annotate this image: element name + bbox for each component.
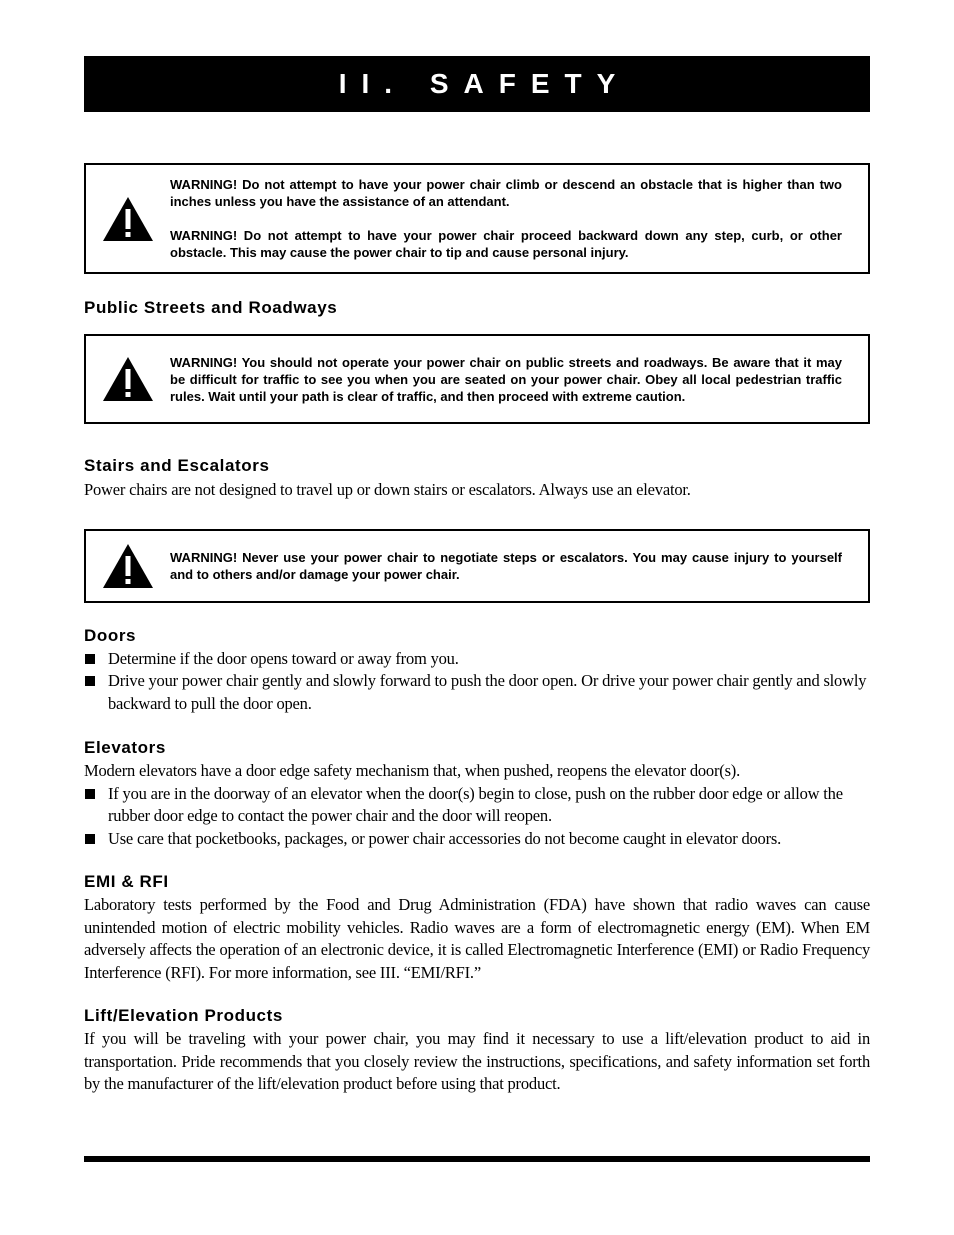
list-item-text: Drive your power chair gently and slowly forward to push the door open. Or drive your power chair gently and slowly backward to pull the door open. [108,671,867,713]
heading-lift-elevation: Lift/Elevation Products [84,1006,283,1025]
emi-rfi-text: Laboratory tests performed by the Food and Drug Administration (FDA) have shown that radio waves can cause unintended motion of electric mobility vehicles. Radio waves are a form of electromagnetic energy (EM). When EM adversely affects the operation of an electronic device, it is called Electromagnetic Interference (EMI) or Radio Frequency Interference (RFI). For more information, see III. “EMI/RFI.” [84,895,870,982]
stairs-text: Power chairs are not designed to travel up or down stairs or escalators. Always use an elevator. [84,480,691,499]
section-title: II. SAFETY [338,68,631,99]
square-bullet-icon [85,789,95,799]
warning-paragraph: WARNING! Do not attempt to have your power chair climb or descend an obstacle that is higher than two inches unless you have the assistance of an attendant. [170,177,842,209]
doors-list [84,648,870,716]
heading-stairs: Stairs and Escalators [84,456,270,475]
lift-elevation-text: If you will be traveling with your power chair, you may find it necessary to use a lift/elevation product to aid in transportation. Pride recommends that you closely review the instructions, specifications, and safety information set forth by the manufacturer of the lift/elevation product before using that product. [84,1029,870,1093]
square-bullet-icon [85,834,95,844]
warning-triangle-icon [102,356,154,402]
list-item [84,648,870,671]
heading-public-streets: Public Streets and Roadways [84,298,338,317]
heading-elevators: Elevators [84,738,166,757]
footer-rule [84,1156,870,1162]
elevators-text: Modern elevators have a door edge safety mechanism that, when pushed, reopens the elevator door(s). [84,761,741,780]
list-item-text: If you are in the doorway of an elevator when the door(s) begin to close, push on the rubber door edge or allow the rubber door edge to contact the power chair and the door will reopen. [108,783,843,825]
square-bullet-icon [85,654,95,664]
list-item [84,828,870,851]
warning-paragraph: WARNING! You should not operate your power chair on public streets and roadways. Be aware that it may be difficult for traffic to see you when you are seated on your power chair. Obey all local pedestrian traffic rules. Wait until your path is clear of traffic, and then proceed with extreme caution. [170,354,842,404]
warning-box-public-streets [84,334,870,424]
warning-text [170,354,842,405]
heading-doors: Doors [84,625,137,645]
warning-text [170,176,842,261]
list-item-text: Determine if the door opens toward or away from you. [108,648,459,668]
warning-text [170,549,842,583]
square-bullet-icon [85,676,95,686]
warning-triangle-icon [102,196,154,242]
warning-box-obstacles [84,163,870,274]
heading-emi-rfi: EMI & RFI [84,872,169,891]
warning-box-stairs [84,529,870,603]
list-item-text: Use care that pocketbooks, packages, or power chair accessories do not become caught in elevator doors. [108,828,782,848]
list-item [84,783,870,828]
warning-paragraph: WARNING! Do not attempt to have your power chair proceed backward down any step, curb, or other obstacle. This may cause the power chair to tip and cause personal injury. [170,228,842,260]
list-item [84,670,870,715]
section-title-bar [84,56,870,112]
page [84,56,870,1096]
warning-triangle-icon [102,543,154,589]
warning-paragraph: WARNING! Never use your power chair to negotiate steps or escalators. You may cause injury to yourself and to others and/or damage your power chair. [170,549,842,582]
elevators-list [84,783,870,851]
